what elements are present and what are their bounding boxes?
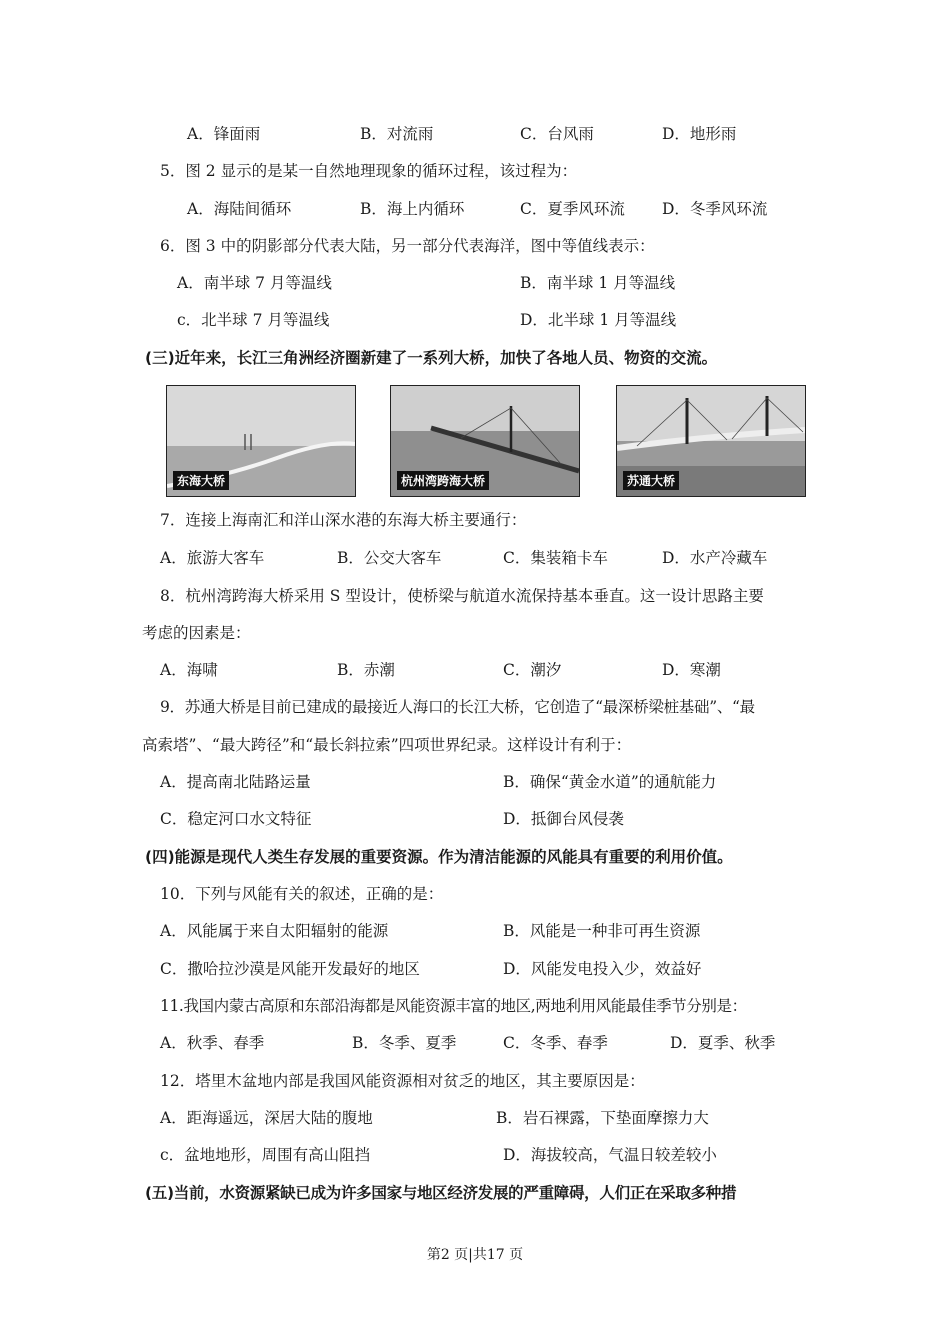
- q9-stem-line1: 9．苏通大桥是目前已建成的最接近人海口的长江大桥，它创造了“最深桥梁桩基础”、“最: [160, 698, 755, 716]
- q6-stem: 6．图 3 中的阴影部分代表大陆，另一部分代表海洋，图中等值线表示：: [160, 237, 655, 255]
- q7-stem: 7．连接上海南汇和洋山深水港的东海大桥主要通行：: [160, 511, 527, 529]
- q8-stem-line2: 考虑的因素是：: [142, 624, 251, 642]
- q8-option-c: C．潮汐: [503, 661, 562, 679]
- q7-option-a: A．旅游大客车: [160, 549, 265, 567]
- page-footer: 第2 页|共17 页: [426, 1247, 524, 1263]
- q11-option-d: D．夏季、秋季: [670, 1034, 776, 1052]
- q5-stem: 5．图 2 显示的是某一自然地理现象的循环过程，该过程为：: [160, 162, 578, 180]
- q6-option-d: D．北半球 1 月等温线: [520, 311, 677, 329]
- q11-option-a: A．秋季、春季: [160, 1034, 265, 1052]
- q10-stem: 10．下列与风能有关的叙述，正确的是：: [160, 885, 444, 903]
- q12-stem: 12．塔里木盆地内部是我国风能资源相对贫乏的地区，其主要原因是：: [160, 1072, 645, 1090]
- q10-option-b: B．风能是一种非可再生资源: [503, 922, 701, 940]
- q4-option-c: C．台风雨: [520, 125, 594, 143]
- q12-option-a: A．距海遥远，深居大陆的腹地: [160, 1109, 373, 1127]
- photo-caption-donghai: 东海大桥: [173, 471, 229, 490]
- q8-option-d: D．寒潮: [662, 661, 721, 679]
- q5-option-a: A．海陆间循环: [187, 200, 292, 218]
- q10-option-d: D．风能发电投入少，效益好: [503, 960, 702, 978]
- q10-option-c: C．撒哈拉沙漠是风能开发最好的地区: [160, 960, 420, 978]
- q5-option-d: D．冬季风环流: [662, 200, 768, 218]
- q8-stem-line1: 8．杭州湾跨海大桥采用 S 型设计，使桥梁与航道水流保持基本垂直。这一设计思路主要: [160, 587, 764, 605]
- q9-option-d: D．抵御台风侵袭: [503, 810, 624, 828]
- q9-option-c: C．稳定河口水文特征: [160, 810, 312, 828]
- q12-option-c: c．盆地地形，周围有高山阻挡: [160, 1146, 371, 1164]
- q5-option-b: B．海上内循环: [360, 200, 465, 218]
- q8-option-a: A．海啸: [160, 661, 218, 679]
- q11-option-c: C．冬季、春季: [503, 1034, 608, 1052]
- section-4-heading: (四)能源是现代人类生存发展的重要资源。作为清洁能源的风能具有重要的利用价值。: [145, 848, 733, 866]
- q7-option-d: D．水产冷藏车: [662, 549, 768, 567]
- photo-donghai-bridge: [166, 385, 356, 497]
- q9-option-a: A．提高南北陆路运量: [160, 773, 311, 791]
- q6-option-b: B．南半球 1 月等温线: [520, 274, 676, 292]
- q6-option-c: c．北半球 7 月等温线: [177, 311, 330, 329]
- section-3-heading: (三)近年来，长江三角洲经济圈新建了一系列大桥，加快了各地人员、物资的交流。: [145, 349, 718, 367]
- photo-caption-hangzhou: 杭州湾跨海大桥: [397, 471, 489, 490]
- q7-option-c: C．集装箱卡车: [503, 549, 608, 567]
- q4-option-a: A．锋面雨: [187, 125, 261, 143]
- photo-caption-sutong: 苏通大桥: [623, 471, 679, 490]
- q9-stem-line2: 高索塔”、“最大跨径”和“最长斜拉索”四项世界纪录。这样设计有利于：: [142, 736, 632, 754]
- q12-option-b: B．岩石裸露，下垫面摩擦力大: [496, 1109, 709, 1127]
- q4-option-d: D．地形雨: [662, 125, 737, 143]
- q10-option-a: A．风能属于来自太阳辐射的能源: [160, 922, 389, 940]
- q6-option-a: A．南半球 7 月等温线: [177, 274, 332, 292]
- photo-sutong-bridge: [616, 385, 806, 497]
- q8-option-b: B．赤潮: [337, 661, 395, 679]
- q11-option-b: B．冬季、夏季: [352, 1034, 457, 1052]
- section-5-heading: (五)当前，水资源紧缺已成为许多国家与地区经济发展的严重障碍，人们正在采取多种措: [145, 1184, 737, 1202]
- q11-stem: 11.我国内蒙古高原和东部沿海都是风能资源丰富的地区,两地利用风能最佳季节分别是：: [160, 997, 747, 1015]
- q9-option-b: B．确保“黄金水道”的通航能力: [503, 773, 717, 791]
- q4-option-b: B．对流雨: [360, 125, 434, 143]
- q7-option-b: B．公交大客车: [337, 549, 442, 567]
- q5-option-c: C．夏季风环流: [520, 200, 625, 218]
- photo-hangzhou-bay-bridge: [390, 385, 580, 497]
- q12-option-d: D．海拔较高，气温日较差较小: [503, 1146, 717, 1164]
